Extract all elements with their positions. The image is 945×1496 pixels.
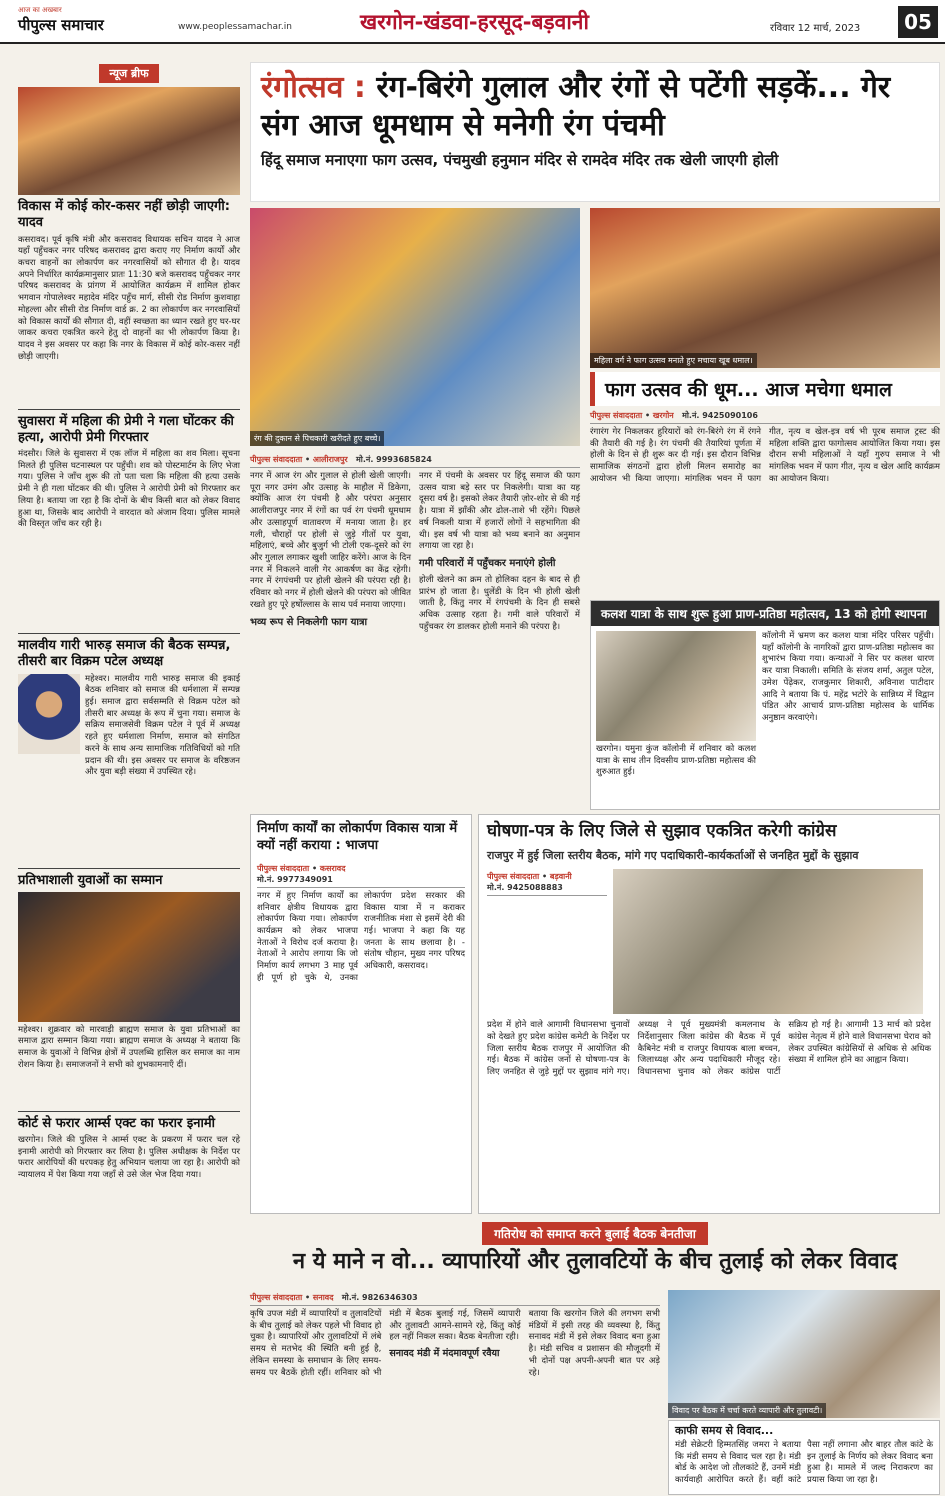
traders-byline: पीपुल्स संवाददाता • सनावद मो.नं. 9826346303	[250, 1290, 660, 1306]
lead-photo-2-caption: महिला वर्ग ने फाग उत्सव मनाते हुए मचाया खूब धमाल।	[590, 353, 757, 368]
masthead	[0, 0, 945, 44]
lead-subhead: हिंदू समाज मनाएगा फाग उत्सव, पंचमुखी हनुमान मंदिर से रामदेव मंदिर तक खेली जाएगी होली	[261, 150, 779, 169]
traders-box-body: मंडी सेक्रेटरी हिम्मतसिंह जमरा ने बताया कि मंडी समय से विवाद चल रहा है। मंडी बोर्ड के आदेश जो तौलकांटे हैं, उनमें मंडी कार्यवाही आरोपित करते हैं। वहीं कांटे पैसा नहीं लगाना और बाहर तौल कांटे के इन तुलाई के निर्णय को लेकर विवाद बना हुआ है। मामले में जल्द निराकरण का प्रयास किया जा रहा है।	[675, 1440, 933, 1486]
brand-name: पीपुल्स समाचार	[18, 16, 104, 34]
brief-photo-4	[18, 892, 240, 1022]
lead-photo-1-caption: रंग की दुकान से पिचकारी खरीदते हुए बच्चे।	[250, 431, 384, 446]
kalash-photo	[596, 631, 756, 741]
congress-subhead: राजपुर में हुई जिला स्तरीय बैठक, मांगे गए पदाधिकारी-कार्यकर्ताओं से जनहित मुद्दों के सुझाव	[487, 849, 859, 863]
kalash-story	[590, 600, 940, 810]
congress-body: प्रदेश में होने वाले आगामी विधानसभा चुनावों को देखते हुए प्रदेश कांग्रेस कमेटी के निर्देश पर जिला स्तरीय बैठक राजपुर में आयोजित की गई। बैठक में कांग्रेस जनों से घोषणा-पत्र के लिए जनहित से जुड़े मुद्दों पर सुझाव मांगे गए। अध्यक्ष ने पूर्व मुख्यमंत्री कमलनाथ के निर्देशानुसार जिला कांग्रेस की बैठक में पूर्व कैबिनेट मंत्री व राजपुर विधायक बाला बच्चन, जिलाध्यक्ष और अन्य पदाधिकारी मौजूद रहे। विधानसभा चुनाव को लेकर कांग्रेस पार्टी सक्रिय हो गई है। आगामी 13 मार्च को प्रदेश कांग्रेस नेतृत्व में होने वाले विधानसभा घेराव को लेकर उपस्थित कांग्रेसियों से अधिक से अधिक संख्या में शामिल होने का आह्वान किया।	[487, 1020, 931, 1078]
traders-body: कृषि उपज मंडी में व्यापारियों व तुलावटियों के बीच तुलाई को लेकर पहले भी विवाद हो चुका है। व्यापारियों और तुलावटियों में लंबे समय से मतभेद की स्थिति बनी हुई है, लेकिन समस्या के समाधान के लिए समय-समय पर बैठकें होती रहीं। शनिवार को भी मंडी में बैठक बुलाई गई, जिसमें व्यापारी और तुलावटी आमने-सामने रहे, किंतु कोई हल नहीं निकल सका। बैठक बेनतीजा रही। सनावद मंडी में मंदमावपूर्ण रवैया बताया कि खरगोन जिले की लगभग सभी मंडियों में इसी तरह की व्यवस्था है, किंतु सनावद मंडी में इसे लेकर विवाद बना हुआ है। मंडी सचिव व प्रशासन की मौजूदगी में भी दोनों पक्ष अपनी-अपनी बात पर अड़े रहे।	[250, 1309, 660, 1378]
nirman-headline: निर्माण कार्यों का लोकार्पण विकास यात्रा में क्यों नहीं कराया : भाजपा	[257, 821, 458, 853]
lead-headline: रंगोत्सव : रंग-बिरंगे गुलाल और रंगों से पटेंगी सड़कें... गेर संग आज धूमधाम से मनेगी रंग पंचमी	[261, 70, 891, 144]
fag-story	[590, 408, 940, 597]
news-brief-column	[18, 62, 240, 1437]
lead-subhead-2: भव्य रूप से निकलेगी फाग यात्रा	[250, 616, 368, 628]
brief-body-3: महेश्वर। मालवीय गारी भारुड़ समाज की इकाई बैठक शनिवार को समाज की धर्मशाला में सम्पन्न हुई। समाज द्वारा सर्वसम्मति से विक्रम पटेल को तीसरी बार अध्यक्ष के रूप में चुना गया। समाज के सक्रिय समाजसेवी विक्रम पटेल ने पूर्व में अध्यक्ष रहते हुए धर्मशाला निर्माण, समाज को संगठित करने के साथ अन्य सामाजिक गतिविधियों को गति प्रदान की थी। इस अवसर पर समाज के वरिष्ठजन और युवा बड़ी संख्या में उपस्थित रहे।	[85, 673, 240, 778]
traders-kicker: गतिरोध को समाप्त करने बुलाई बैठक बेनतीजा	[482, 1222, 708, 1245]
brief-body-2: मंदसौर। जिले के सुवासरा में एक लॉज में महिला का शव मिला। सूचना मिलते ही पुलिस घटनास्थल पर पहुँची। शव को पोस्टमार्टम के लिए भेजा गया। पुलिस ने जाँच शुरू की तो पता चला कि महिला की हत्या उसके प्रेमी ने ही गला घोंटकर की थी। पुलिस ने आरोपी प्रेमी को गिरफ्तार कर लिया है। बताया जा रहा है कि दोनों के बीच किसी बात को लेकर विवाद हुआ था, जिसके बाद आरोपी ने वारदात को अंजाम दिया। पुलिस मामले की विस्तृत जाँच कर रही है।	[18, 449, 240, 530]
edition-title: खरगोन-खंडवा-हरसूद-बड़वानी	[360, 10, 589, 34]
traders-photo	[668, 1290, 940, 1418]
brief-title-1: विकास में कोई कोर-कसर नहीं छोड़ी जाएगी: यादव	[18, 199, 230, 231]
brief-title-2: सुवासरा में महिला की प्रेमी ने गला घोंटकर की हत्या, आरोपी प्रेमी गिरफ्तार	[18, 413, 234, 445]
main-column	[250, 62, 940, 1486]
issue-date: रविवार 12 मार्च, 2023	[770, 23, 861, 34]
news-brief-tag: न्यूज ब्रीफ	[99, 64, 158, 83]
nirman-body: नगर में हुए निर्माण कार्यों का शनिवार क्षेत्रीय विधायक द्वारा लोकार्पण किया गया। लोकार्पण कार्यक्रम को लेकर भाजपा नेताओं ने विरोध दर्ज कराया है। नेताओं ने आरोप लगाया कि जो निर्माण कार्य लगभग 3 माह पूर्व ही पूर्ण हो चुके थे, उनका लोकार्पण प्रदेश सरकार की विकास यात्रा में न कराकर राजनीतिक मंशा से इसमें देरी की गई। भाजपा ने कहा कि यह जनता के साथ छलावा है। - संतोष चौहान, मुख्य नगर परिषद अधिकारी, कसरावद।	[257, 890, 465, 983]
congress-headline: घोषणा-पत्र के लिए जिले से सुझाव एकत्रित करेगी कांग्रेस	[487, 821, 837, 841]
lead-body-columns: नगर में आज रंग और गुलाल से होली खेली जाएगी। पूरा नगर उमंग और उत्साह के माहौल में डिकेगा, क्योंकि आज रंग पंचमी है और परंपरा अनुसार आलीराजपुर नगर में रंगों का पर्व रंग पंचमी धूमधाम और उत्साहपूर्ण वातावरण में मनाया जाता है। हर गली, चौराहों पर होली से जुड़े गीतों पर युवा, महिलाएं, बच्चे और बुजुर्ग भी टोली एक-दूसरे को रंग और गुलाल लगाकर खुशी जाहिर करेंगे। आज के दिन नगर में निकलने वाली गेर आकर्षण का केंद्र रहेगी। नगर में रंगपंचमी पर होली खेलने की परंपरा रही है। रविवार को नगर में होली खेलने की परंपरा को जीवित रखते हुए पूरे हर्षोल्लास के साथ पर्व मनाया जाएगा। भव्य रूप से निकलेगी फाग यात्रा नगर में पंचमी के अवसर पर हिंदू समाज की फाग उत्सव यात्रा बड़े स्तर पर निकलेगी। यात्रा का यह दूसरा वर्ष है। इसको लेकर तैयारी ज़ोर-शोर से की गई है। यात्रा में झाँकी और ढोल-ताशे भी रहेंगे। पिछले वर्ष निकली यात्रा में हजारों लोगों ने सहभागिता की थी। इस वर्ष भी यात्रा को भव्य बनाने का अनुमान लगाया जा रहा है। गमी परिवारों में पहुँचकर मनाएंगे होली होली खेलने का क्रम तो होलिका दहन के बाद से ही प्रारंभ हो जाता है। धुलेंडी के दिन भी होली खेली जाती है, किंतु नगर में रंगपंचमी के दिन ही सबसे अधिक उत्साह रहता है। गमी वाले परिवारों में पहुँचकर रंग डालकर होली मनाने की परंपरा है।	[250, 471, 580, 632]
congress-photo	[613, 869, 923, 1014]
nirman-story	[250, 814, 472, 1214]
traders-sidebox	[668, 1420, 940, 1495]
nirman-byline: पीपुल्स संवाददाता • कसरावद मो.नं. 9977349091	[257, 861, 465, 888]
traders-body-block	[250, 1290, 660, 1484]
traders-subhead-2: सनावद मंडी में मंदमावपूर्ण रवैया	[389, 1348, 500, 1360]
lead-photo-women	[590, 208, 940, 368]
fag-headline: फाग उत्सव की धूम... आज मचेगा धमाल	[590, 372, 940, 406]
brief-portrait	[18, 674, 80, 754]
traders-photo-caption: विवाद पर बैठक में चर्चा करते व्यापारी और तुलावटी।	[668, 1403, 826, 1418]
brief-title-4: प्रतिभाशाली युवाओं का सम्मान	[18, 872, 163, 888]
brief-photo-1	[18, 87, 240, 195]
kalash-photo-caption: खरगोन। यमुना कुंज कॉलोनी में शनिवार को कलश यात्रा के साथ तीन दिवसीय प्राण-प्रतिष्ठा महोत्सव की शुरुआत हुई।	[596, 744, 756, 778]
fag-byline: पीपुल्स संवाददाता • खरगोन मो.नं. 9425090106	[590, 408, 940, 424]
fag-body: रंगारंग गेर निकलकर हुरियारों को रंग-बिरंगे रंग में रंगने की तैयारी की गई है। रंग पंचमी की तैयारियां पूर्णता में होली के दिन से ही शुरू कर दी गई। इस दौरान विभिन्न सामाजिक संगठनों द्वारा होली मिलन समारोह का आयोजन भी किया जाएगा। मांगलिक भवन में फाग गीत, नृत्य व खेल-इत्र वर्ष भी पूरब समाज ट्रस्ट की महिला शक्ति द्वारा फागोत्सव आयोजित किया गया। इस दौरान सभी महिलाओं ने यहाँ गुरुप समाज ने भी मांगलिक भवन में फाग गीत, नृत्य व खेल आदि कार्यक्रम का आयोजन किया।	[590, 427, 940, 484]
brand-tag: आज का अखबार	[18, 6, 62, 14]
traders-story	[250, 1222, 940, 1275]
brief-body-4: महेश्वर। शुक्रवार को मारवाड़ी ब्राह्मण समाज के युवा प्रतिभाओं का समाज द्वारा सम्मान किया गया। ब्राह्मण समाज के अध्यक्ष ने बताया कि समाज के युवाओं ने विभिन्न क्षेत्रों में उपलब्धि हासिल कर समाज का नाम रोशन किया है। समाजजनों ने सभी को शुभकामनाएँ दीं।	[18, 1024, 240, 1070]
brand-logo	[18, 6, 104, 35]
congress-byline: पीपुल्स संवाददाता • बड़वानी मो.नं. 9425088883	[487, 869, 607, 896]
lead-photo-shop	[250, 208, 580, 446]
traders-box-headline: काफी समय से विवाद...	[675, 1424, 774, 1437]
site-url[interactable]: www.peoplessamachar.in	[178, 22, 292, 32]
lead-kicker: रंगोत्सव	[261, 70, 344, 105]
congress-story	[478, 814, 940, 1214]
brief-title-3: मालवीय गारी भारुड़ समाज की बैठक सम्पन्न, तीसरी बार विक्रम पटेल अध्यक्ष	[18, 638, 231, 670]
kalash-body: कॉलोनी में भ्रमण कर कलश यात्रा मंदिर परिसर पहुँची। यहाँ कॉलोनी के नागरिकों द्वारा प्राण-प्रतिष्ठा महोत्सव का शुभारंभ किया गया। कन्याओं ने सिर पर कलश धारण कर यात्रा निकाली। समिति के संजय शर्मा, अतुल पटेल, उमेश पेंढ़ेकर, राजकुमार शिकारी, अविनाश पाटीदार आदि ने बताया कि पं. महेंद्र भटोरे के सान्निध्य में विद्वान पंडित और आचार्य प्राण-प्रतिष्ठा महोत्सव के धार्मिक अनुष्ठान करवाएंगे।	[762, 631, 934, 724]
lead-headline-block	[250, 62, 940, 202]
lead-subhead-3: गमी परिवारों में पहुँचकर मनाएंगे होली	[419, 558, 556, 570]
brief-body-5: खरगोन। जिले की पुलिस ने आर्म्स एक्ट के प्रकरण में फरार चल रहे इनामी आरोपी को गिरफ्तार कर लिया है। पुलिस अधीक्षक के निर्देश पर फरार आरोपियों की धरपकड़ हेतु अभियान चलाया जा रहा है। आरोपी को न्यायालय में पेश किया गया जहाँ से उसे जेल भेज दिया गया।	[18, 1135, 240, 1181]
kalash-headline: कलश यात्रा के साथ शुरू हुआ प्राण-प्रतिष्ठा महोत्सव, 13 को होगी स्थापना	[591, 601, 939, 626]
lead-byline: पीपुल्स संवाददाता • आलीराजपुर मो.नं. 9993685824	[250, 452, 580, 468]
brief-title-5: कोर्ट से फरार आर्म्स एक्ट का फरार इनामी	[18, 1115, 216, 1131]
lead-story	[250, 452, 580, 811]
traders-headline: न ये माने न वो... व्यापारियों और तुलावटियों के बीच तुलाई को लेकर विवाद	[292, 1249, 898, 1274]
page-number: 05	[898, 6, 938, 38]
brief-body-1: कसरावद। पूर्व कृषि मंत्री और कसरावद विधायक सचिन यादव ने आज यहाँ पहुँचकर नगर परिषद कसरावद द्वारा कराए गए निर्माण कार्यों और कचरा वाहनों का लोकार्पण कर नगरवासियों को सौगात दी है। यादव अपने निर्धारित कार्यक्रमानुसार प्रातः 11:30 बजे कसरावद पहुँचकर नगर परिषद कसरावद के प्रांगण में आयोजित कार्यक्रम में शामिल होकर भगवान गोपालेश्वर महादेव मंदिर पहुँच मार्ग, सीसी रोड निर्माण कुशवाहा मोहल्ला और सीसी रोड निर्माण वार्ड क्र. 2 का लोकार्पण कर नगरवासियों को विकास कार्यों की सौगात दी, वहीं स्वच्छता का ध्यान रखते हुए घर-घर जाकर कचरा एकत्रित करने हेतु दो वाहनों का भी लोकार्पण किया है। यादव ने इस अवसर पर कहा कि नगर के विकास में कोई कोर-कसर नहीं छोड़ी जाएगी।	[18, 234, 240, 362]
